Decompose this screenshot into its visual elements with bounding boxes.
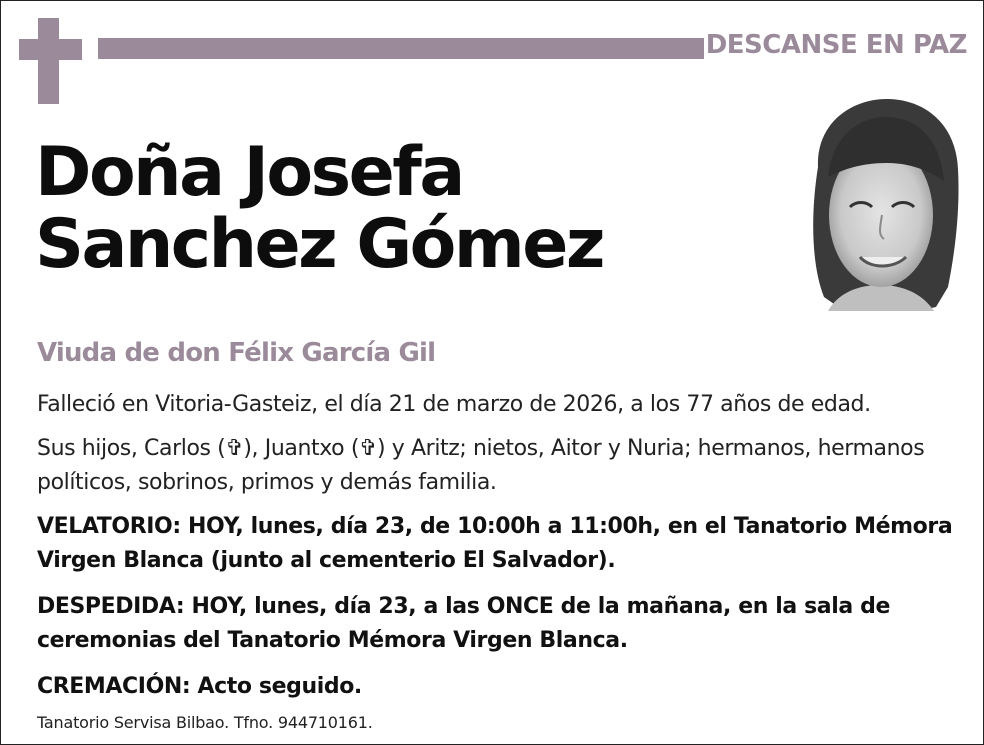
deceased-name: [35, 133, 603, 284]
cremacion-paragraph: CREMACIÓN: Acto seguido.: [37, 674, 362, 699]
footer-contact: Tanatorio Servisa Bilbao. Tfno. 944710161.: [37, 713, 373, 732]
name-line-2: Sanchez Gómez: [35, 205, 603, 284]
name-line-1: Doña Josefa: [35, 133, 463, 212]
portrait-photo: [798, 97, 962, 311]
header-rule: [98, 38, 704, 59]
latin-cross-icon: [19, 18, 82, 104]
subtitle: Viuda de don Félix García Gil: [37, 338, 436, 368]
velatorio-paragraph: VELATORIO: HOY, lunes, día 23, de 10:00h a 11:00h, en el Tanatorio Mémora Virgen Blanca (junto al cementerio El Salvador).: [37, 514, 953, 573]
family-paragraph: Sus hijos, Carlos (✞), Juantxo (✞) y Aritz; nietos, Aitor y Nuria; hermanos, hermanos políticos, sobrinos, primos y demás familia.: [37, 436, 925, 495]
headline: DESCANSE EN PAZ: [705, 30, 967, 60]
despedida-paragraph: DESPEDIDA: HOY, lunes, día 23, a las ONCE de la mañana, en la sala de ceremonias del Tanatorio Mémora Virgen Blanca.: [37, 594, 890, 653]
death-paragraph: Falleció en Vitoria-Gasteiz, el día 21 de marzo de 2026, a los 77 años de edad.: [37, 392, 871, 417]
